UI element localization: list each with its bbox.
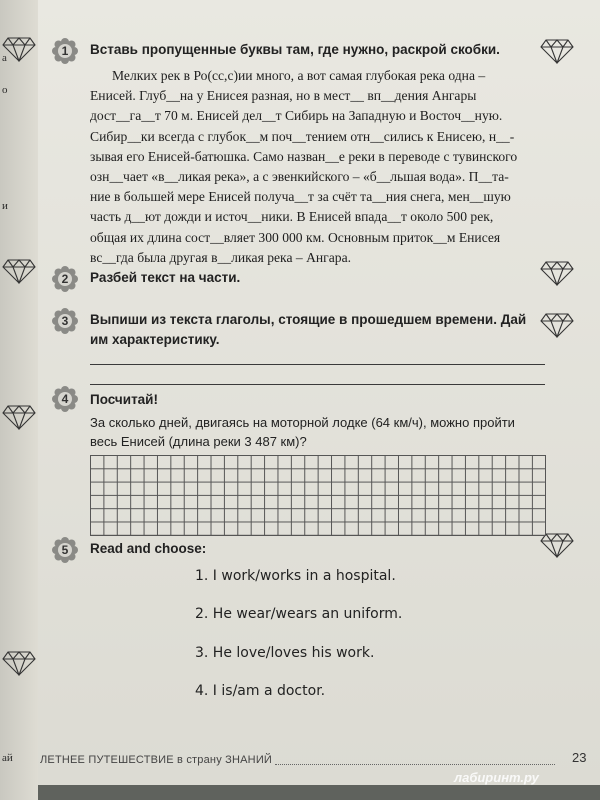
watermark: лабиринт.ру: [454, 770, 539, 785]
diamond-icon: [2, 36, 36, 62]
left-page-fragment: и: [2, 200, 8, 212]
text-line: Мелких рек в Ро(сс,с)ии много, а вот самая глубокая река одна –: [112, 68, 486, 83]
text-line: общая их длина сост__вляет 300 000 км. Основным приток__м Енисея: [90, 229, 501, 245]
footer-dotted-line: [275, 764, 555, 765]
text-line: вс__гда была другая в__ликая река – Ангара.: [90, 249, 352, 265]
question-line: За сколько дней, двигаясь на моторной лодке (64 км/ч), можно пройти: [90, 415, 515, 430]
diamond-icon: [540, 38, 574, 64]
task-number: 3: [61, 314, 69, 328]
diamond-icon: [540, 260, 574, 286]
left-page-fragment: о: [2, 84, 8, 96]
text-line: озн__чает «в__ликая река», а с эвенкийского – «б__льшая вода». П__та-: [90, 169, 509, 185]
task-heading: Выпиши из текста глаголы, стоящие в прошедшем времени. Дай: [90, 312, 527, 327]
task-number: 1: [61, 44, 69, 58]
task-heading: Вставь пропущенные буквы там, где нужно, раскрой скобки.: [90, 42, 500, 57]
task-heading: им характеристику.: [90, 332, 220, 347]
text-line: ние в большей мере Енисей получа__т за счёт та__ния снега, мен__шую: [90, 189, 511, 205]
page-number: 23: [572, 750, 587, 765]
answer-line[interactable]: [90, 384, 545, 385]
diamond-icon: [2, 404, 36, 430]
diamond-icon: [2, 650, 36, 676]
task-number: 5: [61, 543, 69, 557]
text-line: Енисей. Глуб__на у Енисея разная, но в мест__ вп__дения Ангары: [90, 88, 477, 104]
left-page-fragment: а: [2, 52, 7, 64]
task1-text: [90, 66, 545, 268]
text-line: дост__га__т 70 м. Енисей дел__т Сибирь на Западную и Восточ__ную.: [90, 108, 503, 124]
task-heading: Read and choose:: [90, 541, 207, 556]
footer-title: ЛЕТНЕЕ ПУТЕШЕСТВИЕ в страну ЗНАНИЙ: [40, 754, 273, 766]
task-number: 4: [61, 392, 69, 406]
choice-sentence[interactable]: 2. He wear/wears an uniform.: [195, 606, 403, 622]
choice-sentence[interactable]: 3. He love/loves his work.: [195, 645, 375, 661]
choice-sentence[interactable]: 1. I work/works in a hospital.: [195, 568, 396, 584]
diamond-icon: [540, 312, 574, 338]
left-page-fragment: ай: [2, 752, 13, 764]
question-line: весь Енисей (длина реки 3 487 км)?: [90, 434, 307, 449]
task-heading: Разбей текст на части.: [90, 270, 241, 285]
task4-question: [90, 413, 545, 451]
answer-line[interactable]: [90, 364, 545, 365]
left-page-edge: [0, 0, 38, 800]
choice-sentence[interactable]: 4. I is/am a doctor.: [195, 683, 326, 699]
calculation-grid[interactable]: [90, 455, 546, 536]
task-number: 2: [61, 272, 69, 286]
text-line: Сибир__ки всегда с глубок__м поч__тением отн__сились к Енисею, н__-: [90, 128, 515, 144]
diamond-icon: [2, 258, 36, 284]
text-line: часть д__ют дожди и источ__ники. В Енисей впада__т около 500 рек,: [90, 209, 494, 225]
text-line: зывая его Енисей-батюшка. Само назван__е реки в переводе с тувинского: [90, 148, 518, 164]
task-heading: Посчитай!: [90, 392, 158, 407]
